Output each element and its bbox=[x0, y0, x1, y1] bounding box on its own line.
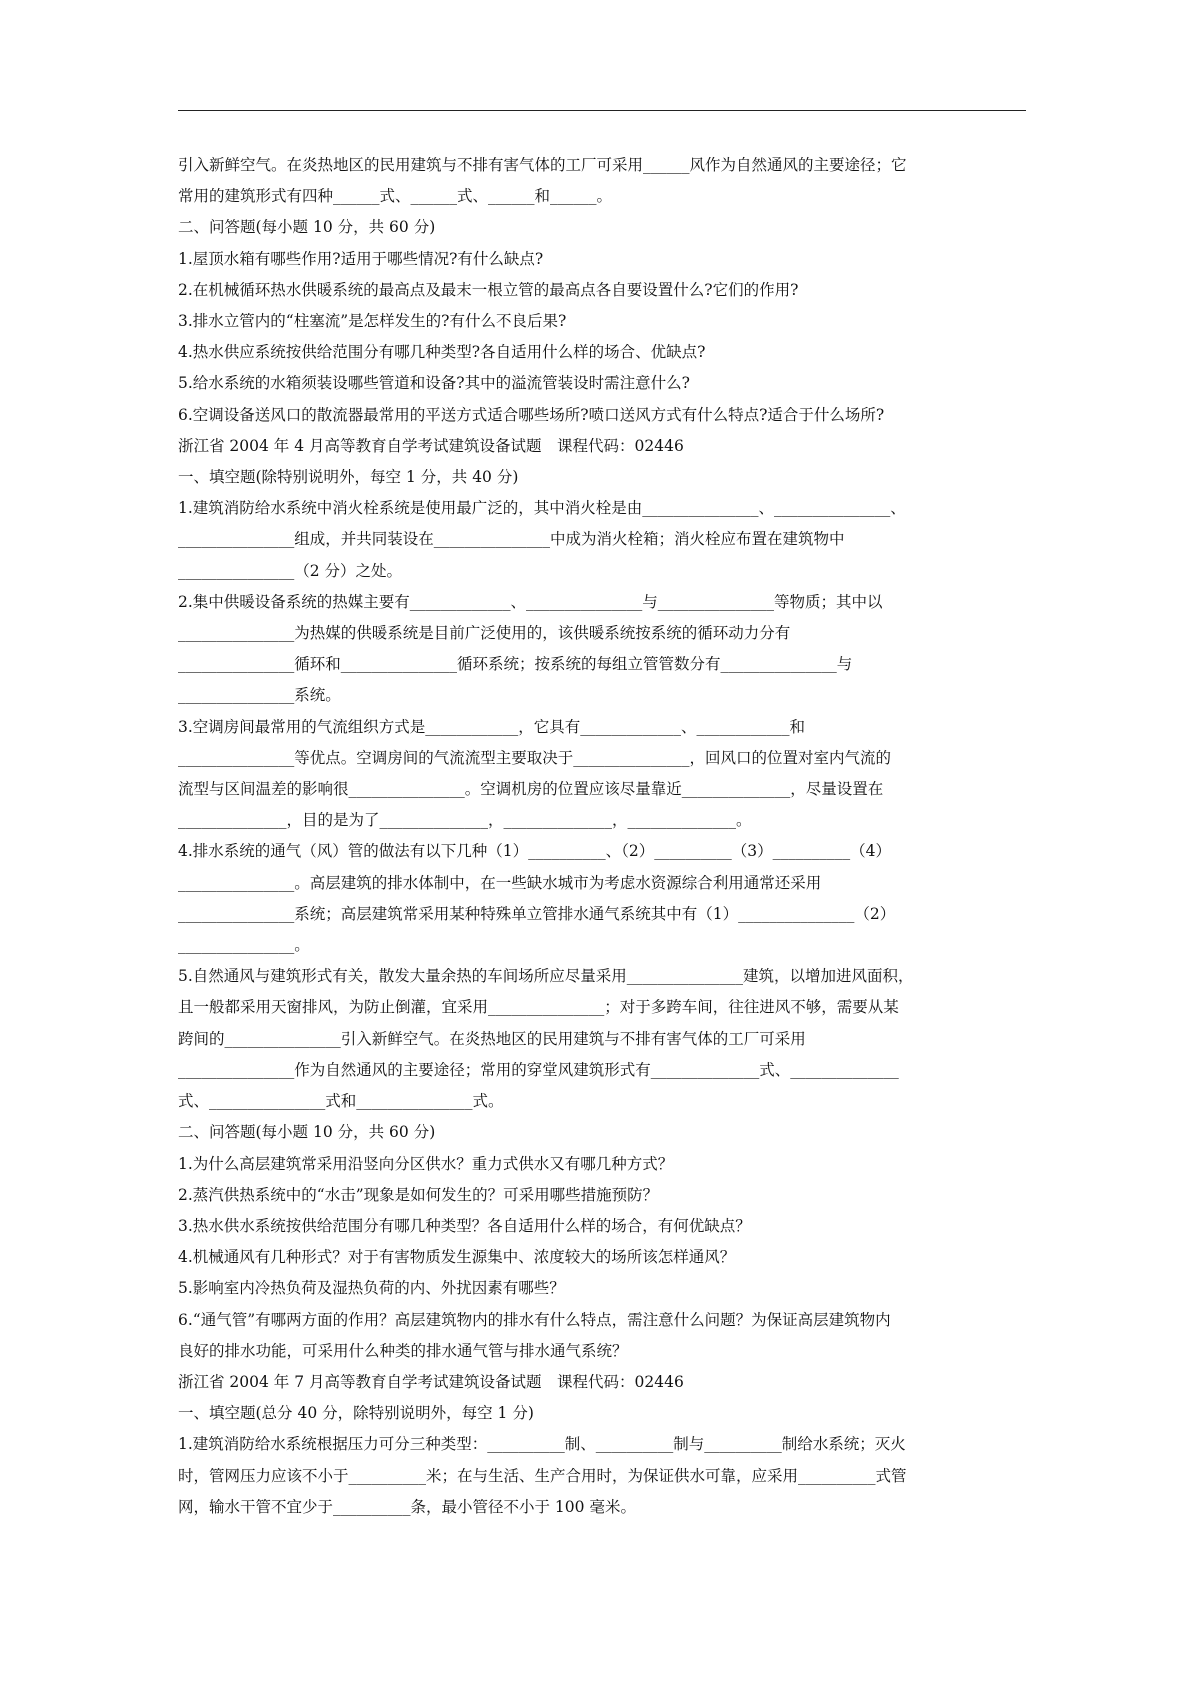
question-item: 3.排水立管内的“柱塞流”是怎样发生的?有什么不良后果? bbox=[178, 312, 567, 331]
text-line: 网，输水干管不宜少于__________条，最小管径不小于 100 毫米。 bbox=[178, 1497, 636, 1516]
question-item: 5.影响室内冷热负荷及湿热负荷的内、外扰因素有哪些？ bbox=[178, 1279, 565, 1298]
text-line: _______________（2 分）之处。 bbox=[178, 561, 403, 580]
document-body bbox=[178, 150, 1024, 1523]
text-line: 跨间的_______________引入新鲜空气。在炎热地区的民用建筑与不排有害气体的工厂可采用 bbox=[178, 1029, 806, 1048]
text-line: _______________系统。 bbox=[178, 686, 341, 705]
text-line: 1.建筑消防给水系统中消火栓系统是使用最广泛的，其中消火栓是由_______________、_______________、 bbox=[178, 499, 906, 518]
text-line: _______________。高层建筑的排水体制中，在一些缺水城市为考虑水资源综合利用通常还采用 bbox=[178, 873, 822, 892]
text-line: 式、_______________式和_______________式。 bbox=[178, 1092, 504, 1111]
text-line: _______________等优点。空调房间的气流流型主要取决于_______________，回风口的位置对室内气流的 bbox=[178, 748, 892, 767]
text-line: _______________为热媒的供暖系统是目前广泛使用的，该供暖系统按系统的循环动力分有 bbox=[178, 624, 791, 643]
exam-title: 浙江省 2004 年 4 月高等教育自学考试建筑设备试题 课程代码：02446 bbox=[178, 436, 684, 455]
text-line: 5.自然通风与建筑形式有关，散发大量余热的车间场所应尽量采用_______________建筑，以增加进风面积， bbox=[178, 967, 914, 986]
text-line: 流型与区间温差的影响很_______________。空调机房的位置应该尽量靠近______________，尽量设置在 bbox=[178, 780, 884, 799]
question-item: 4.热水供应系统按供给范围分有哪几种类型?各自适用什么样的场合、优缺点? bbox=[178, 343, 706, 362]
question-item: 2.蒸汽供热系统中的“水击”现象是如何发生的？可采用哪些措施预防？ bbox=[178, 1185, 659, 1204]
question-item: 4.机械通风有几种形式？对于有害物质发生源集中、浓度较大的场所该怎样通风？ bbox=[178, 1248, 736, 1267]
section-heading: 一、填空题(总分 40 分，除特别说明外，每空 1 分) bbox=[178, 1404, 534, 1423]
question-item: 1.为什么高层建筑常采用沿竖向分区供水？重力式供水又有哪几种方式？ bbox=[178, 1154, 674, 1173]
text-line: 1.建筑消防给水系统根据压力可分三种类型：__________制、__________制与__________制给水系统；灭火 bbox=[178, 1435, 906, 1454]
text-line: _______________。 bbox=[178, 936, 310, 955]
question-item: 3.热水供水系统按供给范围分有哪几种类型？各自适用什么样的场合，有何优缺点？ bbox=[178, 1216, 751, 1235]
text-line: _______________系统；高层建筑常采用某种特殊单立管排水通气系统其中有（1）_______________（2） bbox=[178, 904, 896, 923]
question-item: 1.屋顶水箱有哪些作用?适用于哪些情况?有什么缺点? bbox=[178, 249, 544, 268]
section-heading: 二、问答题(每小题 10 分，共 60 分) bbox=[178, 1123, 436, 1142]
text-line: 且一般都采用天窗排风，为防止倒灌，宜采用_______________；对于多跨车间，往往进风不够，需要从某 bbox=[178, 998, 899, 1017]
text-line: _______________组成，并共同装设在_______________中成为消火栓箱；消火栓应布置在建筑物中 bbox=[178, 530, 845, 549]
section-heading: 一、填空题(除特别说明外，每空 1 分，共 40 分) bbox=[178, 468, 519, 487]
header-rule bbox=[178, 110, 1026, 111]
question-item: 6.“通气管”有哪两方面的作用？高层建筑物内的排水有什么特点，需注意什么问题？为保证高层建筑物内 bbox=[178, 1310, 891, 1329]
text-line: _______________循环和_______________循环系统；按系统的每组立管管数分有_______________与 bbox=[178, 655, 853, 674]
text-line: 常用的建筑形式有四种______式、______式、______和______。 bbox=[178, 187, 613, 206]
section-heading: 二、问答题(每小题 10 分，共 60 分) bbox=[178, 218, 436, 237]
text-line: 3.空调房间最常用的气流组织方式是____________，它具有_____________、____________和 bbox=[178, 717, 806, 736]
text-line: ______________，目的是为了______________，______________，______________。 bbox=[178, 811, 752, 830]
question-item: 6.空调设备送风口的散流器最常用的平送方式适合哪些场所?喷口送风方式有什么特点?适合于什么场所? bbox=[178, 405, 885, 424]
text-line: 2.集中供暖设备系统的热媒主要有_____________、_______________与_______________等物质；其中以 bbox=[178, 592, 883, 611]
text-line: 时，管网压力应该不小于__________米；在与生活、生产合用时，为保证供水可靠，应采用__________式管 bbox=[178, 1466, 907, 1485]
question-item: 良好的排水功能，可采用什么种类的排水通气管与排水通气系统？ bbox=[178, 1341, 628, 1360]
text-line: 4.排水系统的通气（风）管的做法有以下几种（1）__________、（2）__________（3）__________（4） bbox=[178, 842, 891, 861]
text-line: 引入新鲜空气。在炎热地区的民用建筑与不排有害气体的工厂可采用______风作为自然通风的主要途径；它 bbox=[178, 156, 907, 174]
exam-title: 浙江省 2004 年 7 月高等教育自学考试建筑设备试题 课程代码：02446 bbox=[178, 1372, 684, 1391]
question-item: 5.给水系统的水箱须装设哪些管道和设备?其中的溢流管装设时需注意什么? bbox=[178, 374, 690, 393]
text-line: _______________作为自然通风的主要途径；常用的穿堂风建筑形式有______________式、______________ bbox=[178, 1060, 899, 1079]
question-item: 2.在机械循环热水供暖系统的最高点及最末一根立管的最高点各自要设置什么?它们的作用? bbox=[178, 280, 799, 299]
